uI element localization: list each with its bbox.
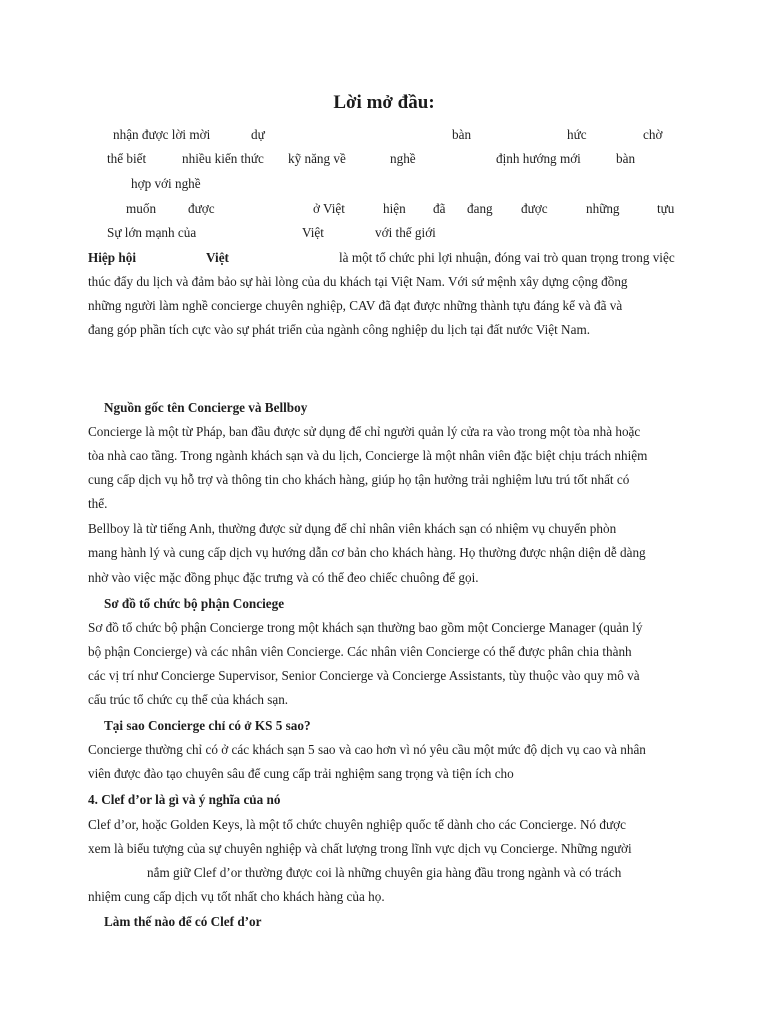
intro-fragment: với thế giới bbox=[375, 225, 436, 240]
intro-fragment-bold: Việt bbox=[206, 250, 229, 265]
paragraph-line: thể. bbox=[88, 496, 108, 511]
paragraph-line: Concierge thường chỉ có ở các khách sạn 5 sao và cao hơn vì nó yêu cầu một mức độ dịch vụ cao và nhân bbox=[88, 742, 646, 757]
section-heading-org: Sơ đồ tổ chức bộ phận Conciege bbox=[104, 596, 285, 611]
paragraph-line: đang góp phần tích cực vào sự phát triển của ngành công nghiệp du lịch tại đất nước Việt Nam. bbox=[88, 322, 590, 337]
paragraph-line: viên được đào tạo chuyên sâu để cung cấp trải nghiệm sang trọng và tiện ích cho bbox=[88, 766, 514, 781]
paragraph-line: là một tổ chức phi lợi nhuận, đóng vai trò quan trọng trong việc bbox=[339, 250, 675, 265]
intro-fragment: bàn bbox=[616, 151, 636, 166]
intro-fragment: Việt bbox=[302, 225, 324, 240]
paragraph-line: nhờ vào việc mặc đồng phục đặc trưng và có thể đeo chiếc chuông để gọi. bbox=[88, 570, 479, 585]
intro-fragment: nhận được lời mời bbox=[113, 127, 211, 142]
intro-fragment: bàn bbox=[452, 127, 472, 142]
paragraph-line: Bellboy là từ tiếng Anh, thường được sử dụng để chỉ nhân viên khách sạn có nhiệm vụ chuyển phòn bbox=[88, 521, 617, 536]
intro-fragment: thể biết bbox=[107, 151, 147, 166]
paragraph-line: Clef d’or, hoặc Golden Keys, là một tổ chức chuyên nghiệp quốc tế dành cho các Concierge. Nó được bbox=[88, 817, 626, 832]
intro-fragment: nhiều kiến thức bbox=[182, 151, 264, 166]
intro-fragment: được bbox=[521, 201, 548, 216]
intro-fragment: ở Việt bbox=[313, 201, 345, 216]
intro-fragment: kỹ năng về bbox=[288, 151, 346, 166]
section-heading-clef: 4. Clef d’or là gì và ý nghĩa của nó bbox=[88, 792, 281, 807]
section-heading-why: Tại sao Concierge chỉ có ở KS 5 sao? bbox=[104, 718, 311, 733]
intro-fragment: hiện bbox=[383, 201, 406, 216]
paragraph-line: nắm giữ Clef d’or thường được coi là những chuyên gia hàng đầu trong ngành và có trách bbox=[147, 865, 622, 880]
intro-fragment: được bbox=[188, 201, 215, 216]
paragraph-line: mang hành lý và cung cấp dịch vụ hướng dẫn cơ bản cho khách hàng. Họ thường được nhận diện dễ dàng bbox=[88, 545, 646, 560]
paragraph-line: cấu trúc tổ chức cụ thể của khách sạn. bbox=[88, 692, 289, 707]
paragraph-line: nhiệm cung cấp dịch vụ tốt nhất cho khách hàng của họ. bbox=[88, 889, 385, 904]
section-heading-how: Làm thế nào để có Clef d’or bbox=[104, 914, 262, 929]
intro-fragment: muốn bbox=[126, 201, 157, 216]
paragraph-line: Concierge là một từ Pháp, ban đầu được sử dụng để chỉ người quản lý cửa ra vào trong một tòa nhà hoặc bbox=[88, 424, 641, 439]
page-title: Lời mở đầu: bbox=[333, 92, 435, 113]
paragraph-line: xem là biểu tượng của sự chuyên nghiệp và chất lượng trong lĩnh vực dịch vụ Concierge. Những người bbox=[88, 841, 632, 856]
intro-fragment: tựu bbox=[657, 201, 675, 216]
paragraph-line: bộ phận Concierge) và các nhân viên Concierge. Các nhân viên Concierge có thể được phân chia thành bbox=[88, 644, 632, 659]
paragraph-line: những người làm nghề concierge chuyên nghiệp, CAV đã đạt được những thành tựu đáng kể và đã và bbox=[88, 298, 623, 313]
paragraph-line: cung cấp dịch vụ hỗ trợ và thông tin cho khách hàng, giúp họ tận hưởng trải nghiệm lưu trú tốt nhất có bbox=[88, 472, 630, 487]
intro-fragment: đã bbox=[433, 201, 446, 216]
intro-fragment: dự bbox=[251, 127, 265, 142]
paragraph-line: các vị trí như Concierge Supervisor, Senior Concierge và Concierge Assistants, tùy thuộc vào quy mô và bbox=[88, 668, 640, 683]
paragraph-line: tòa nhà cao tầng. Trong ngành khách sạn và du lịch, Concierge là một nhân viên đặc biệt chịu trách nhiệm bbox=[88, 448, 648, 463]
intro-fragment: nghề bbox=[390, 151, 416, 166]
section-heading-origin: Nguồn gốc tên Concierge và Bellboy bbox=[104, 400, 308, 415]
intro-fragment: chờ bbox=[643, 127, 663, 142]
intro-fragment-bold: Hiệp hội bbox=[88, 250, 136, 265]
intro-fragment: hợp với nghề bbox=[131, 176, 201, 191]
intro-fragment: hức bbox=[567, 127, 587, 142]
intro-fragment: Sự lớn mạnh của bbox=[107, 225, 197, 240]
intro-fragment: đang bbox=[467, 201, 493, 216]
intro-fragment: định hướng mới bbox=[496, 151, 581, 166]
intro-fragment: những bbox=[586, 201, 620, 216]
paragraph-line: Sơ đồ tổ chức bộ phận Concierge trong một khách sạn thường bao gồm một Concierge Manager (quản lý bbox=[88, 620, 643, 635]
paragraph-line: thúc đẩy du lịch và đảm bảo sự hài lòng của du khách tại Việt Nam. Với sứ mệnh xây dựng cộng đồng bbox=[88, 274, 628, 289]
